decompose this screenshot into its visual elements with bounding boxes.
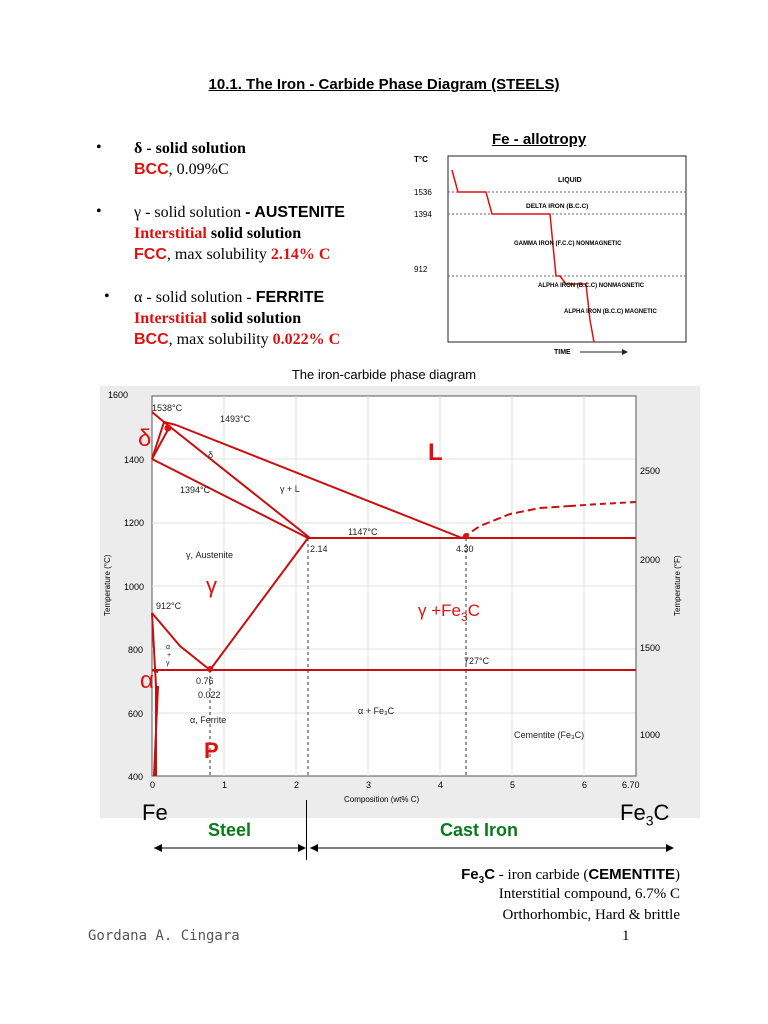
big-label-gamma: γ bbox=[206, 573, 217, 598]
label-1538: 1538°C bbox=[152, 403, 183, 413]
cementite-line-2: Interstitial compound, 6.7% C bbox=[498, 886, 680, 902]
arrow-head bbox=[310, 844, 318, 852]
label-alpha-g: α bbox=[166, 644, 171, 651]
gamma-kind-rest: solid solution bbox=[206, 225, 302, 242]
page-title: 10.1. The Iron - Carbide Phase Diagram (STEELS) bbox=[208, 76, 560, 93]
big-label-gamma-fe3c: $\gamma +Fe_3C$ bbox=[418, 601, 480, 624]
label-912: 912°C bbox=[156, 601, 182, 611]
label-gamma-g: γ bbox=[166, 660, 170, 667]
label-727: 727°C bbox=[464, 656, 490, 666]
alpha-label: FERRITE bbox=[255, 289, 325, 306]
x-tick: 1 bbox=[222, 780, 228, 790]
range-arrows bbox=[148, 838, 678, 858]
alpha-value: 0.022% C bbox=[272, 331, 341, 348]
phase-diagram bbox=[100, 386, 700, 818]
gamma-kind: Interstitial bbox=[134, 225, 207, 242]
delta-symbol: δ bbox=[134, 140, 143, 157]
allotropy-tick: 1536 bbox=[414, 188, 432, 197]
y-tick: 600 bbox=[128, 709, 144, 719]
steel-cast-divider bbox=[306, 800, 307, 860]
diagram-caption: The iron-carbide phase diagram bbox=[291, 367, 477, 382]
y-right-tick: 1500 bbox=[640, 643, 661, 653]
label-fe: Fe bbox=[142, 800, 168, 825]
label-alpha-fe3c: α + Fe₃C bbox=[358, 706, 395, 716]
y-right-tick: 2500 bbox=[640, 466, 661, 476]
label-1394: 1394°C bbox=[180, 485, 211, 495]
allotropy-tick: 1394 bbox=[414, 210, 432, 219]
allotropy-region-label: LIQUID bbox=[558, 177, 582, 184]
label-430: 4.30 bbox=[456, 544, 474, 554]
cementite-line-3: Orthorhombic, Hard & brittle bbox=[502, 907, 680, 923]
alpha-detail: , max solubility bbox=[168, 331, 273, 348]
y-right-axis-label: Temperature (°F) bbox=[673, 555, 682, 616]
peritectic-point bbox=[165, 425, 172, 432]
label-214: 2.14 bbox=[310, 544, 328, 554]
x-tick: 6 bbox=[582, 780, 588, 790]
allotropy-region-label: ALPHA IRON (B.C.C) MAGNETIC bbox=[564, 309, 657, 315]
label-delta-small: δ bbox=[208, 450, 214, 460]
label-austenite: γ, Austenite bbox=[186, 550, 234, 560]
x-tick: 0 bbox=[150, 780, 156, 790]
alpha-structure: BCC bbox=[134, 331, 169, 348]
alpha-kind-rest: solid solution bbox=[206, 310, 302, 327]
allotropy-region-label: DELTA IRON (B.C.C) bbox=[526, 203, 589, 210]
gamma-label: - AUSTENITE bbox=[245, 204, 345, 221]
page-number: 1 bbox=[622, 928, 630, 944]
y-tick: 800 bbox=[128, 645, 144, 655]
alpha-name: - solid solution - bbox=[142, 289, 256, 306]
alpha-kind: Interstitial bbox=[134, 310, 207, 327]
delta-structure: BCC bbox=[134, 161, 169, 178]
arrow-head bbox=[154, 844, 162, 852]
label-steel: Steel bbox=[208, 820, 252, 840]
bullet-gamma bbox=[96, 202, 345, 265]
allotropy-region-label: GAMMA IRON (F.C.C) NONMAGNETIC bbox=[514, 241, 622, 247]
y-tick: 1600 bbox=[108, 390, 129, 400]
big-label-alpha: α bbox=[140, 667, 154, 694]
gamma-value: 2.14% C bbox=[270, 246, 331, 263]
bullet-dot: • bbox=[104, 288, 110, 305]
y-tick: 400 bbox=[128, 772, 144, 782]
x-tick: 4 bbox=[438, 780, 444, 790]
allotropy-title: Fe - allotropy bbox=[492, 131, 587, 148]
x-tick: 2 bbox=[294, 780, 300, 790]
cementite-line-1: $Fe_3C$ - iron carbide (CEMENTITE) bbox=[461, 866, 680, 886]
y-right-tick: 1000 bbox=[640, 730, 661, 740]
big-label-liquid: L bbox=[428, 439, 443, 466]
label-ferrite: α, Ferrite bbox=[190, 715, 227, 725]
gamma-structure: FCC bbox=[134, 246, 167, 263]
label-fe3c: $Fe_3C$ bbox=[620, 800, 670, 829]
alpha-symbol: α bbox=[134, 289, 143, 306]
label-0022: 0.022 bbox=[198, 690, 221, 700]
allotropy-region-label: ALPHA IRON (B.C.C) NONMAGNETIC bbox=[538, 283, 645, 289]
author-name: Gordana A. Cingara bbox=[88, 928, 240, 944]
gamma-name: - solid solution bbox=[141, 204, 246, 221]
arrow-head bbox=[666, 844, 674, 852]
label-gamma-l: γ + L bbox=[280, 484, 300, 494]
label-076: 0.76 bbox=[196, 676, 214, 686]
label-plus: + bbox=[167, 652, 172, 659]
allotropy-y-axis: T°C bbox=[414, 155, 428, 164]
bullet-dot: • bbox=[96, 203, 102, 220]
y-left-axis-label: Temperature (°C) bbox=[103, 554, 112, 616]
label-cementite: Cementite (Fe₃C) bbox=[514, 730, 585, 740]
allotropy-x-axis: TIME bbox=[554, 349, 571, 356]
bullet-delta bbox=[96, 138, 246, 180]
allotropy-chart bbox=[408, 150, 690, 360]
x-axis-label: Composition (wt% C) bbox=[344, 795, 420, 804]
delta-name: - solid solution bbox=[142, 140, 246, 157]
allotropy-cooling-curve bbox=[452, 170, 594, 342]
x-tick: 5 bbox=[510, 780, 516, 790]
gamma-detail: , max solubility bbox=[166, 246, 271, 263]
y-tick: 1200 bbox=[124, 518, 145, 528]
y-tick: 1400 bbox=[124, 455, 145, 465]
big-label-pearlite: P bbox=[204, 738, 219, 763]
allotropy-tick: 912 bbox=[414, 265, 428, 274]
label-cast-iron: Cast Iron bbox=[440, 820, 519, 840]
label-1493: 1493°C bbox=[220, 414, 251, 424]
y-right-tick: 2000 bbox=[640, 555, 661, 565]
bullet-dot: • bbox=[96, 139, 102, 156]
allotropy-arrow-head bbox=[622, 349, 628, 355]
delta-detail: , 0.09%C bbox=[168, 161, 229, 178]
bullet-alpha bbox=[104, 287, 341, 350]
arrow-head bbox=[298, 844, 306, 852]
gamma-symbol: γ bbox=[134, 204, 142, 221]
y-tick: 1000 bbox=[124, 582, 145, 592]
x-tick: 3 bbox=[366, 780, 372, 790]
big-label-delta: δ bbox=[138, 425, 152, 452]
label-1147: 1147°C bbox=[348, 527, 378, 537]
x-tick: 6.70 bbox=[622, 780, 640, 790]
